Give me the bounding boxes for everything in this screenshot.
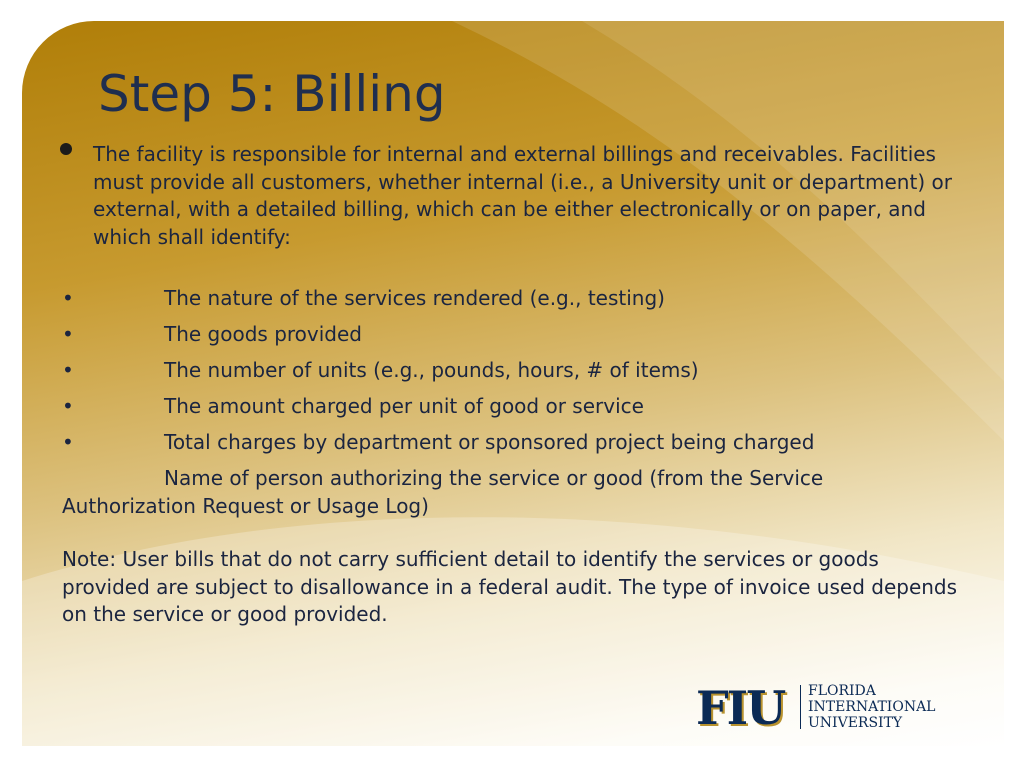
list-item-text: Total charges by department or sponsored project being charged: [164, 430, 815, 454]
logo-line: FLORIDA: [808, 683, 876, 699]
list-item: [62, 320, 942, 356]
fiu-logo: [696, 683, 956, 733]
logo-wordmark: [808, 683, 935, 731]
note-paragraph: Note: User bills that do not carry sufficient detail to identify the services or goods provided are subject to disallowance in a federal audit. The type of invoice used depends on the service or good provided.: [62, 547, 958, 626]
list-item: [62, 392, 942, 428]
list-item-text: The amount charged per unit of good or service: [164, 394, 644, 418]
list-item-text: Name of person authorizing the service or good (from the Service Authorization Request or Usage Log): [62, 466, 824, 518]
bullet-char: •: [62, 322, 74, 346]
logo-line: INTERNATIONAL: [808, 699, 936, 715]
list-item: [62, 464, 942, 520]
list-item-text: The number of units (e.g., pounds, hours, # of items): [164, 358, 699, 382]
bullet-char: •: [62, 430, 74, 454]
logo-line: UNIVERSITY: [808, 715, 903, 731]
list-item: [62, 284, 942, 320]
logo-divider: [800, 685, 801, 729]
list-item-text: The goods provided: [164, 322, 362, 346]
list-item: [62, 428, 942, 464]
bullet-char: •: [62, 286, 74, 310]
slide-background: [22, 21, 1004, 746]
list-item-indent: [62, 464, 164, 492]
bullet-char: •: [62, 358, 74, 382]
list-item: [62, 356, 942, 392]
bullet-char: •: [62, 394, 74, 418]
slide-title: Step 5: Billing: [98, 65, 446, 123]
billing-items-list: [62, 284, 942, 520]
bullet-icon: [60, 143, 72, 155]
logo-mark: FIU: [696, 681, 785, 735]
list-item-text: The nature of the services rendered (e.g., testing): [164, 286, 665, 310]
intro-paragraph: The facility is responsible for internal and external billings and receivables. Facilities must provide all customers, whether internal (i.e., a University unit or department) or external, with a detailed billing, which can be either electronically or on paper, and which shall identify:: [93, 142, 952, 249]
